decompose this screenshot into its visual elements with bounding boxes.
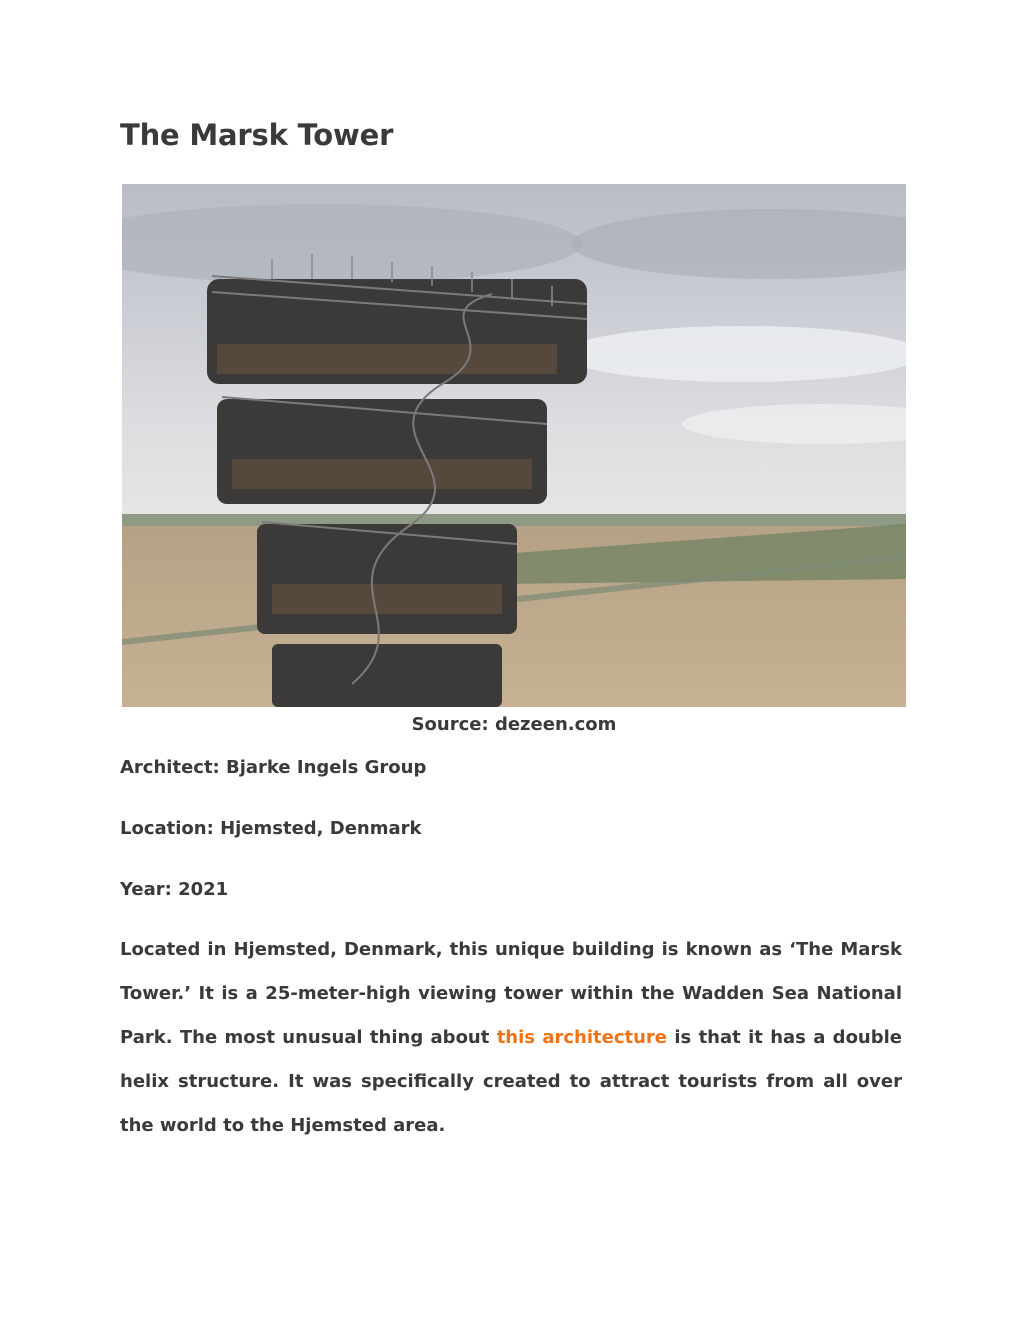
tower-photo (122, 184, 906, 707)
image-caption: Source: dezeen.com (411, 714, 617, 735)
article-title: The Marsk Tower (120, 118, 394, 152)
architect-line: Architect: Bjarke Ingels Group (120, 757, 427, 778)
paragraph-text-after-link: is that it has a double helix structure. It was specifically created to attract tourists from all over the world to the Hjemsted area. (120, 1027, 903, 1136)
this-architecture-link[interactable]: this architecture (496, 1027, 668, 1048)
paragraph-text-before-link: Located in Hjemsted, Denmark, this unique building is known as ‘The Marsk Tower.’ It is a 25-meter-high viewing tower within the Wadden Sea National Park. The most unusual thing about (120, 939, 902, 1048)
year-line: Year: 2021 (120, 879, 229, 900)
description-paragraph (120, 928, 902, 1148)
location-line: Location: Hjemsted, Denmark (120, 818, 422, 839)
